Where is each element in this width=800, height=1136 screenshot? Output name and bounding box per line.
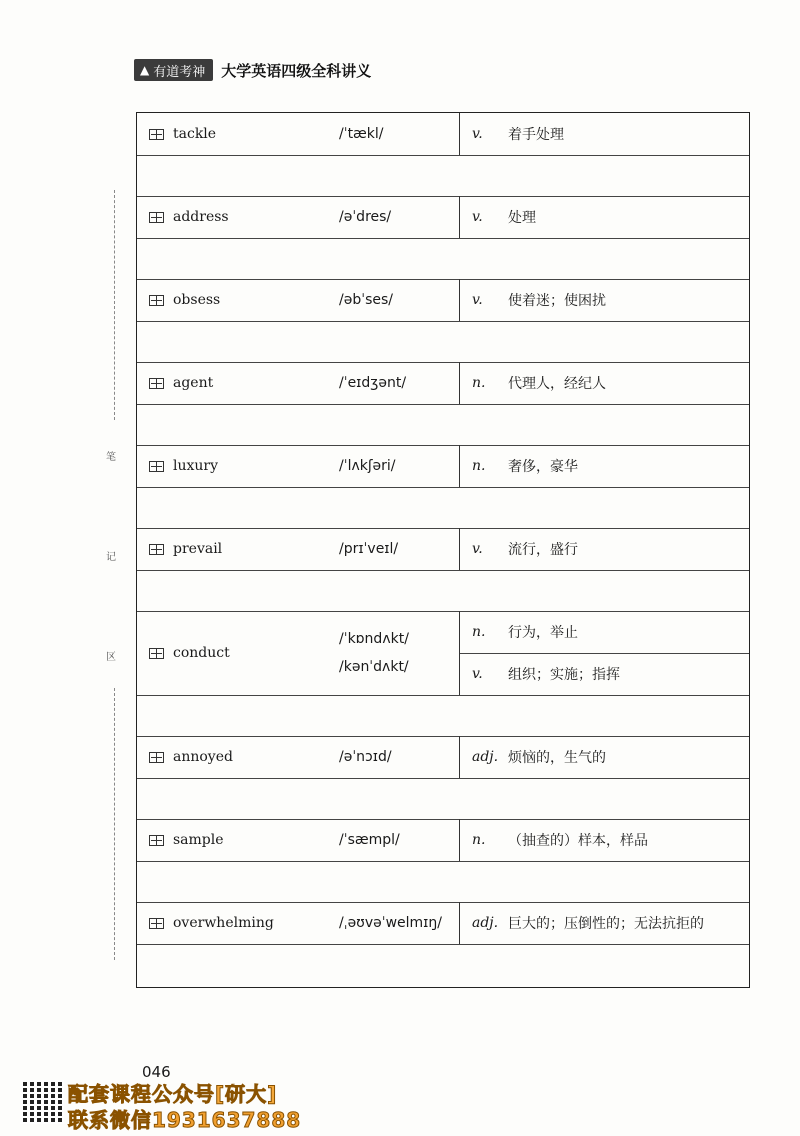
meaning-cell — [459, 196, 749, 238]
meaning-cell — [459, 611, 749, 695]
book-icon — [149, 752, 164, 763]
margin-divider-bottom — [114, 688, 115, 960]
blank-note-row — [137, 238, 749, 280]
definition: 着手处理 — [508, 127, 564, 143]
book-icon — [149, 835, 164, 846]
blank-note-row — [137, 155, 749, 197]
vocab-word-cell — [149, 362, 213, 404]
phonetic-cell — [339, 279, 393, 321]
page-number: 046 — [142, 1063, 171, 1081]
margin-note-char: 区 — [106, 652, 116, 663]
sense — [460, 528, 749, 570]
sense — [460, 819, 749, 861]
phonetic-cell — [339, 819, 400, 861]
mountain-logo-icon: ▲ — [140, 63, 150, 77]
vocab-row — [137, 611, 749, 696]
vocab-row — [137, 113, 749, 156]
vocab-row — [137, 279, 749, 322]
vocabulary-table — [136, 112, 750, 988]
meaning-cell — [459, 528, 749, 570]
vocab-row — [137, 528, 749, 571]
phonetic: /ˌəʊvəˈwelmɪŋ/ — [339, 915, 442, 931]
phonetic-cell — [339, 528, 398, 570]
phonetic: /prɪˈveɪl/ — [339, 541, 399, 557]
meaning-cell — [459, 279, 749, 321]
definition: 奢侈，豪华 — [508, 459, 578, 475]
phonetic-cell — [339, 196, 391, 238]
qr-code — [20, 1080, 64, 1124]
book-icon — [149, 648, 164, 659]
vocab-row — [137, 902, 749, 945]
vocab-word: conduct — [173, 645, 230, 661]
meaning-cell — [459, 113, 749, 155]
vocab-word: obsess — [173, 292, 221, 308]
promo-line: 配套课程公众号[研大] — [68, 1082, 278, 1106]
sense — [460, 196, 749, 238]
part-of-speech: n. — [472, 375, 486, 391]
phonetic-cell — [339, 362, 406, 404]
blank-note-row — [137, 861, 749, 903]
book-icon — [149, 295, 164, 306]
part-of-speech: n. — [472, 832, 486, 848]
vocab-word-cell — [149, 196, 229, 238]
page-header — [134, 58, 371, 82]
blank-note-row — [137, 487, 749, 529]
part-of-speech: n. — [472, 458, 486, 474]
blank-note-row — [137, 404, 749, 446]
sense — [460, 902, 749, 944]
brand-label: 有道考神 — [153, 64, 206, 80]
blank-note-row — [137, 778, 749, 820]
phonetic-cell — [339, 902, 442, 944]
phonetic-cell — [339, 445, 396, 487]
vocab-row — [137, 362, 749, 405]
part-of-speech: v. — [472, 541, 483, 557]
meaning-cell — [459, 819, 749, 861]
vocab-row — [137, 819, 749, 862]
phonetic: /ˈeɪdʒənt/ — [339, 375, 407, 391]
book-title: 大学英语四级全科讲义 — [221, 61, 372, 80]
vocab-word-cell — [149, 445, 218, 487]
blank-note-row — [137, 570, 749, 612]
book-icon — [149, 918, 164, 929]
vocab-row — [137, 196, 749, 239]
book-icon — [149, 461, 164, 472]
sense — [460, 611, 749, 654]
book-icon — [149, 378, 164, 389]
definition: 处理 — [508, 210, 536, 226]
definition: 代理人，经纪人 — [508, 376, 606, 392]
vocab-word: prevail — [173, 541, 223, 557]
sense — [460, 362, 749, 404]
vocab-word-cell — [149, 113, 216, 155]
vocab-word-cell — [149, 611, 230, 695]
part-of-speech: v. — [472, 666, 483, 682]
definition: 烦恼的，生气的 — [508, 750, 606, 766]
part-of-speech: v. — [472, 209, 483, 225]
definition: 使着迷；使困扰 — [508, 293, 606, 309]
vocab-word-cell — [149, 279, 220, 321]
definition: 组织；实施；指挥 — [508, 667, 620, 683]
sense — [460, 445, 749, 487]
vocab-word: overwhelming — [173, 915, 274, 931]
blank-note-row — [137, 321, 749, 363]
vocab-row — [137, 736, 749, 779]
meaning-cell — [459, 736, 749, 778]
phonetic-cell — [339, 736, 392, 778]
definition: （抽查的）样本，样品 — [508, 833, 648, 849]
vocab-word: agent — [173, 375, 214, 391]
phonetic: /əˈdres/ — [339, 209, 392, 225]
phonetic: /əˈnɔɪd/ — [339, 749, 392, 765]
vocab-word-cell — [149, 528, 222, 570]
vocab-word: annoyed — [173, 749, 233, 765]
phonetic: /ˈsæmpl/ — [339, 832, 400, 848]
book-icon — [149, 129, 164, 140]
vocab-word: address — [173, 209, 229, 225]
vocab-word-cell — [149, 902, 274, 944]
promo-line: 联系微信1931637888 — [68, 1108, 302, 1132]
phonetic: /ˈtækl/ — [339, 126, 384, 142]
vocab-word-cell — [149, 819, 224, 861]
vocab-word-cell — [149, 736, 233, 778]
definition: 行为，举止 — [508, 625, 578, 641]
margin-divider-top — [114, 190, 115, 420]
phonetic: /ˈlʌkʃəri/ — [339, 458, 396, 474]
phonetic-cell — [339, 113, 384, 155]
part-of-speech: n. — [472, 624, 486, 640]
vocab-word: tackle — [173, 126, 217, 142]
margin-note-char: 记 — [106, 552, 116, 563]
definition: 巨大的；压倒性的；无法抗拒的 — [508, 916, 704, 932]
meaning-cell — [459, 445, 749, 487]
meaning-cell — [459, 362, 749, 404]
part-of-speech: adj. — [472, 749, 499, 765]
phonetic: /kənˈdʌkt/ — [339, 659, 409, 675]
part-of-speech: v. — [472, 292, 483, 308]
meaning-cell — [459, 902, 749, 944]
margin-note-char: 笔 — [106, 452, 116, 463]
part-of-speech: adj. — [472, 915, 499, 931]
blank-note-row — [137, 944, 749, 985]
phonetic: /ˈkɒndʌkt/ — [339, 631, 409, 647]
blank-note-row — [137, 695, 749, 737]
phonetic: /əbˈses/ — [339, 292, 393, 308]
book-icon — [149, 212, 164, 223]
part-of-speech: v. — [472, 126, 483, 142]
vocab-row — [137, 445, 749, 488]
book-icon — [149, 544, 164, 555]
sense — [460, 653, 749, 695]
sense — [460, 279, 749, 321]
vocab-word: luxury — [173, 458, 219, 474]
definition: 流行，盛行 — [508, 542, 578, 558]
brand-badge — [134, 59, 213, 81]
phonetic-cell — [339, 611, 409, 695]
sense — [460, 113, 749, 155]
vocab-word: sample — [173, 832, 224, 848]
sense — [460, 736, 749, 778]
